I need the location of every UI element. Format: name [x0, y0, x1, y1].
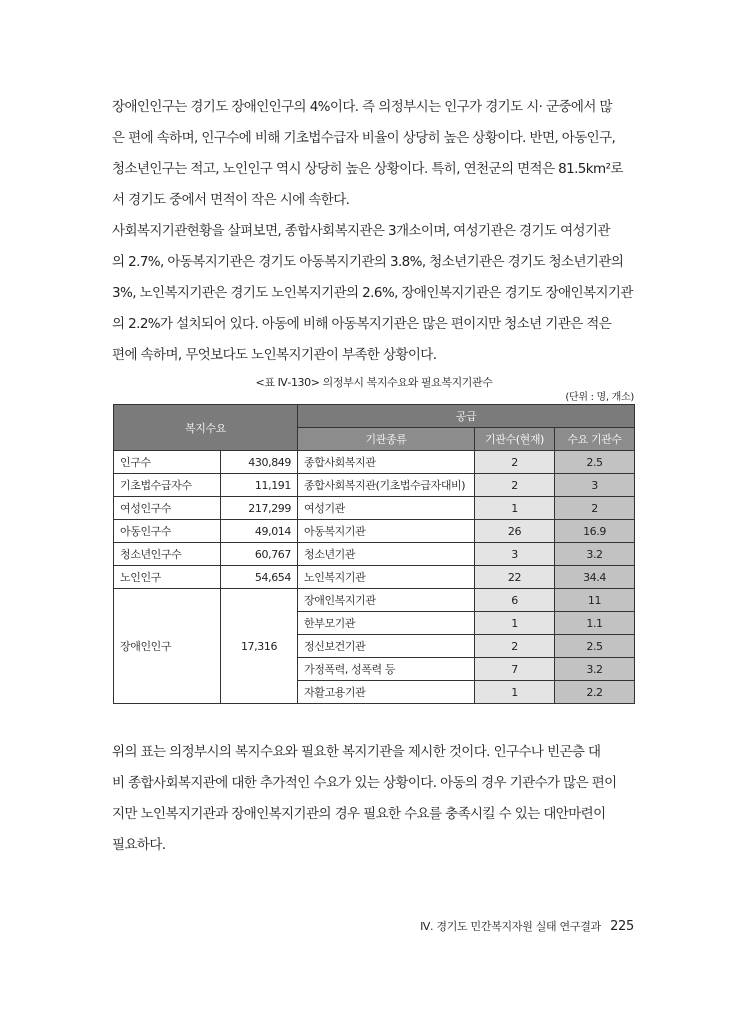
facility-type: 여성기관 — [298, 497, 475, 520]
table-row — [114, 474, 635, 497]
text-line: 은 편에 속하며, 인구수에 비해 기초법수급자 비율이 상당히 높은 상황이다. 반면, 아동인구, — [112, 130, 616, 146]
text-line: 필요하다. — [112, 837, 166, 853]
welfare-table — [113, 404, 635, 704]
facility-count: 22 — [475, 566, 555, 589]
table-row — [114, 520, 635, 543]
page-footer — [420, 918, 634, 934]
table-row — [114, 451, 635, 474]
table-row — [114, 543, 635, 566]
facility-type: 자활고용기관 — [298, 681, 475, 704]
header-demand: 복지수요 — [114, 405, 298, 451]
table-caption: <표 Ⅳ-130> 의정부시 복지수요와 필요복지기관수 — [255, 376, 493, 389]
facility-type: 종합사회복지관(기초법수급자대비) — [298, 474, 475, 497]
facility-count: 1 — [475, 612, 555, 635]
demand-value: 217,299 — [221, 497, 298, 520]
demand-label: 장애인인구 — [114, 589, 221, 704]
text-line: 의 2.2%가 설치되어 있다. 아동에 비해 아동복지기관은 많은 편이지만 청소년 기관은 적은 — [112, 316, 612, 332]
demand-label: 노인인구 — [114, 566, 221, 589]
facility-need: 1.1 — [555, 612, 635, 635]
facility-type: 아동복지기관 — [298, 520, 475, 543]
facility-count: 2 — [475, 635, 555, 658]
demand-value: 430,849 — [221, 451, 298, 474]
text-line: 서 경기도 중에서 면적이 작은 시에 속한다. — [112, 192, 350, 208]
text-line: 비 종합사회복지관에 대한 추가적인 수요가 있는 상황이다. 아동의 경우 기관수가 많은 편이 — [112, 775, 617, 791]
table-row — [114, 589, 635, 612]
text-line: 의 2.7%, 아동복지기관은 경기도 아동복지기관의 3.8%, 청소년기관은 경기도 청소년기관의 — [112, 254, 624, 270]
table-row — [114, 497, 635, 520]
demand-value: 11,191 — [221, 474, 298, 497]
page-number: 225 — [610, 919, 634, 934]
text-line: 지만 노인복지기관과 장애인복지기관의 경우 필요한 수요를 충족시킬 수 있는 대안마련이 — [112, 806, 606, 822]
demand-label: 기초법수급자수 — [114, 474, 221, 497]
demand-value: 17,316 — [221, 589, 298, 704]
header-need: 수요 기관수 — [555, 428, 635, 451]
header-count: 기관수(현재) — [475, 428, 555, 451]
facility-need: 2.2 — [555, 681, 635, 704]
facility-count: 2 — [475, 474, 555, 497]
text-line: 사회복지기관현황을 살펴보면, 종합사회복지관은 3개소이며, 여성기관은 경기도 여성기관 — [112, 223, 610, 239]
footer-section-title: Ⅳ. 경기도 민간복지자원 실태 연구결과 — [420, 920, 601, 933]
facility-need: 11 — [555, 589, 635, 612]
text-line: 위의 표는 의정부시의 복지수요와 필요한 복지기관을 제시한 것이다. 인구수나 빈곤층 대 — [112, 744, 601, 760]
demand-value: 54,654 — [221, 566, 298, 589]
facility-need: 2.5 — [555, 451, 635, 474]
demand-label: 인구수 — [114, 451, 221, 474]
facility-type: 노인복지기관 — [298, 566, 475, 589]
text-line: 장애인인구는 경기도 장애인인구의 4%이다. 즉 의정부시는 인구가 경기도 시· 군중에서 많 — [112, 99, 612, 115]
body-paragraph-1 — [112, 92, 636, 371]
demand-value: 49,014 — [221, 520, 298, 543]
facility-need: 2 — [555, 497, 635, 520]
facility-count: 7 — [475, 658, 555, 681]
facility-count: 6 — [475, 589, 555, 612]
demand-label: 청소년인구수 — [114, 543, 221, 566]
facility-type: 정신보건기관 — [298, 635, 475, 658]
table-row — [114, 566, 635, 589]
facility-need: 3 — [555, 474, 635, 497]
demand-label: 여성인구수 — [114, 497, 221, 520]
facility-type: 장애인복지기관 — [298, 589, 475, 612]
facility-need: 3.2 — [555, 543, 635, 566]
header-type: 기관종류 — [298, 428, 475, 451]
text-line: 3%, 노인복지기관은 경기도 노인복지기관의 2.6%, 장애인복지기관은 경기도 장애인복지기관 — [112, 285, 633, 301]
facility-count: 3 — [475, 543, 555, 566]
facility-type: 종합사회복지관 — [298, 451, 475, 474]
demand-label: 아동인구수 — [114, 520, 221, 543]
table-unit-note: (단위 : 명, 개소) — [565, 392, 634, 403]
text-line: 편에 속하며, 무엇보다도 노인복지기관이 부족한 상황이다. — [112, 347, 437, 363]
facility-need: 3.2 — [555, 658, 635, 681]
facility-count: 1 — [475, 681, 555, 704]
demand-value: 60,767 — [221, 543, 298, 566]
facility-need: 34.4 — [555, 566, 635, 589]
facility-count: 1 — [475, 497, 555, 520]
header-supply: 공급 — [298, 405, 635, 428]
facility-type: 청소년기관 — [298, 543, 475, 566]
facility-type: 한부모기관 — [298, 612, 475, 635]
text-line: 청소년인구는 적고, 노인인구 역시 상당히 높은 상황이다. 특히, 연천군의 면적은 81.5km²로 — [112, 161, 623, 177]
body-paragraph-2 — [112, 737, 636, 861]
facility-need: 2.5 — [555, 635, 635, 658]
facility-count: 26 — [475, 520, 555, 543]
facility-count: 2 — [475, 451, 555, 474]
facility-need: 16.9 — [555, 520, 635, 543]
facility-type: 가정폭력, 성폭력 등 — [298, 658, 475, 681]
